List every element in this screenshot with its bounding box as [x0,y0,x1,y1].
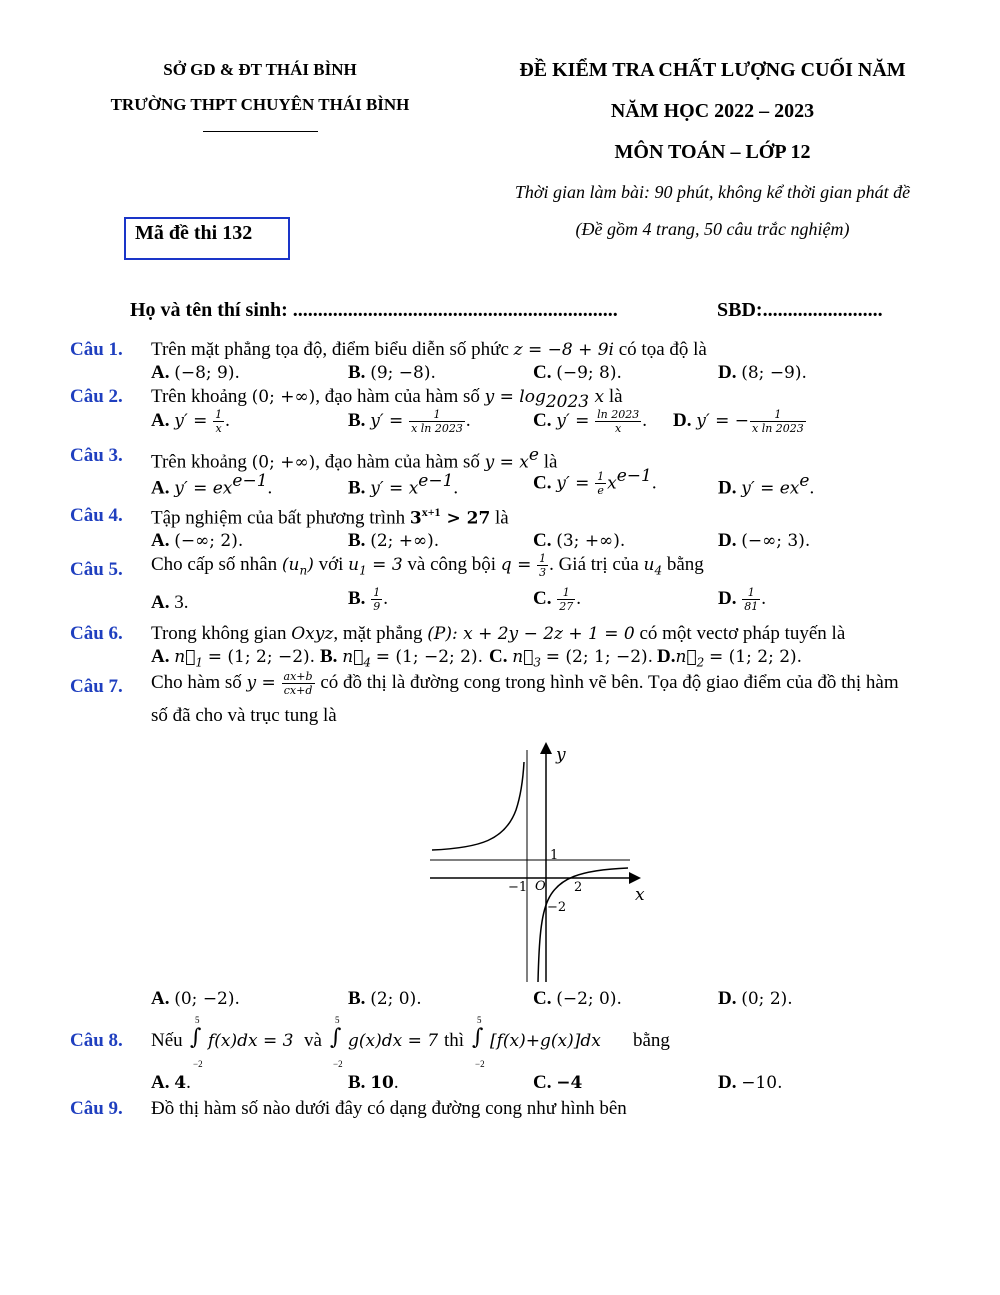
question-text: Cho cấp số nhân $(u_n)$ với $u_1 = 3$ và công bội q = $\frac{1}{3}$ . Giá trị của $u_4$ bằng [151,552,704,579]
question-label: Câu 5. [70,559,123,580]
option-a[interactable]: A. 4. [151,1072,191,1093]
option-c[interactable]: C. $n⃗_3 = (2$; 1; −2). [489,646,654,670]
option-c[interactable]: C. (−2; 0). [533,988,622,1009]
pages-note: (Đề gồm 4 trang, 50 câu trắc nghiệm) [575,219,850,239]
option-c[interactable]: C. y′ = $\frac{\ln 2023}{x}$ . [533,408,647,435]
option-a[interactable]: A. $n⃗_1 = (1$; 2; −2). [151,646,316,670]
option-b[interactable]: B. $n⃗_4 = (1$; −2; 2). [320,646,484,670]
option-b[interactable]: B. $y' = x^{e-1}$. [348,471,459,499]
option-a[interactable]: A. (−∞; 2). [151,530,244,551]
option-b[interactable]: B. 10. [348,1072,399,1093]
question-text-lead: Nếu [151,1030,183,1051]
option-a[interactable]: A. $y' = ex^{e-1}$. [151,471,273,499]
option-b[interactable]: B. $\frac{1}{9}$ . [348,586,388,613]
integral-sum: 5 ∫ −2 [f(x)+g(x)]dx [472,1015,601,1069]
option-a[interactable]: A. 3. [151,592,189,613]
question-label: Câu 1. [70,339,123,360]
option-b[interactable]: B. (2; 0). [348,988,422,1009]
option-d[interactable]: D. $y' = ex^e$. [718,471,815,499]
exam-title: ĐỀ KIỂM TRA CHẤT LƯỢNG CUỐI NĂM [519,59,906,81]
question-label: Câu 3. [70,445,123,466]
option-d[interactable]: D. −10. [718,1072,783,1093]
option-b[interactable]: B. (2; +∞). [348,530,440,551]
function-graph [420,740,660,985]
question-label: Câu 9. [70,1098,123,1119]
option-d[interactable]: $D.n⃗_2 = (1$; 2; 2). [657,646,803,670]
question-text: Trên mặt phẳng tọa độ, điểm biểu diễn số phức z = −8 + 9i có tọa độ là [151,339,707,360]
question-text: Đồ thị hàm số nào dưới đây có dạng đường cong như hình bên [151,1098,627,1119]
question-text: Trên khoảng (0; +∞), đạo hàm của hàm số $y = x^e$ là [151,445,558,473]
curve-left-branch [432,762,524,850]
option-d[interactable]: D. (8; −9). [718,362,807,383]
question-text-and: và [304,1030,322,1051]
option-c[interactable]: C. y′ = $\frac{1}{e}$ $x^{e-1}$. [533,466,657,498]
integral-f: 5 ∫ −2 f(x)dx = 3 [190,1015,294,1069]
question-text: Trong không gian Oxyz, mặt phẳng (P): x + 2y − 2z + 1 = 0 có một vectơ pháp tuyến là [151,623,846,644]
question-label: Câu 2. [70,386,123,407]
question-label: Câu 4. [70,505,123,526]
tick-label: 1 [550,848,559,863]
option-a[interactable]: A. (−8; 9). [151,362,240,383]
question-text-equals: bằng [633,1030,670,1051]
question-text: Trên khoảng (0; +∞), đạo hàm của hàm số $y = \log_{2023} x$ là [151,386,623,412]
exam-code: Mã đề thi 132 [135,222,253,244]
integral-g: 5 ∫ −2 g(x)dx = 7 [330,1015,439,1069]
option-b[interactable]: B. y′ = $\frac{1}{\text{x ln 2023}}$ . [348,408,471,435]
option-d[interactable]: D. $\frac{1}{81}$ . [718,586,766,613]
origin-label: O [535,879,546,894]
option-d[interactable]: D. y′ = − $\frac{1}{\text{x ln 2023}}$ [673,408,804,435]
option-b[interactable]: B. (9; −8). [348,362,436,383]
sbd-line: SBD:........................ [717,299,883,321]
time-note: Thời gian làm bài: 90 phút, không kể thời gian phát đề [514,182,911,202]
question-label: Câu 7. [70,676,123,697]
option-d[interactable]: D. (−∞; 3). [718,530,811,551]
option-d[interactable]: D. (0; 2). [718,988,793,1009]
department: SỞ GD & ĐT THÁI BÌNH [163,60,357,79]
option-a[interactable]: A. y′ = $\frac{1}{x}$ . [151,408,230,435]
question-text: Cho hàm số y = $\frac{ax+b}{cx+d}$ có đồ thị là đường cong trong hình vẽ bên. Tọa độ giao điểm của đồ thị hàm [151,670,899,697]
x-axis-label: x [635,885,645,905]
tick-label: 2 [574,880,583,895]
option-c[interactable]: C. (3; +∞). [533,530,626,551]
subject-title: MÔN TOÁN – LỚP 12 [614,141,811,163]
option-c[interactable]: C. (−9; 8). [533,362,622,383]
tick-label: −1 [508,880,528,895]
option-a[interactable]: A. (0; −2). [151,988,240,1009]
tick-label: −2 [547,900,567,915]
question-label: Câu 6. [70,623,123,644]
school-name: TRƯỜNG THPT CHUYÊN THÁI BÌNH [110,95,410,114]
student-name-line: Họ và tên thí sinh: ................................................................. [130,299,618,321]
header-divider [203,131,318,132]
question-text-continued: số đã cho và trục tung là [151,705,337,726]
school-year: NĂM HỌC 2022 – 2023 [610,100,815,122]
question-text-then: thì [444,1030,465,1051]
question-text: Tập nghiệm của bất phương trình $3^{x+1} > 27$ là [151,505,509,529]
option-c[interactable]: C. $\frac{1}{27}$ . [533,586,581,613]
y-axis-label: y [556,745,566,765]
curve-right-branch [538,868,628,982]
question-label: Câu 8. [70,1030,123,1051]
option-c[interactable]: C. −4 [533,1072,583,1093]
